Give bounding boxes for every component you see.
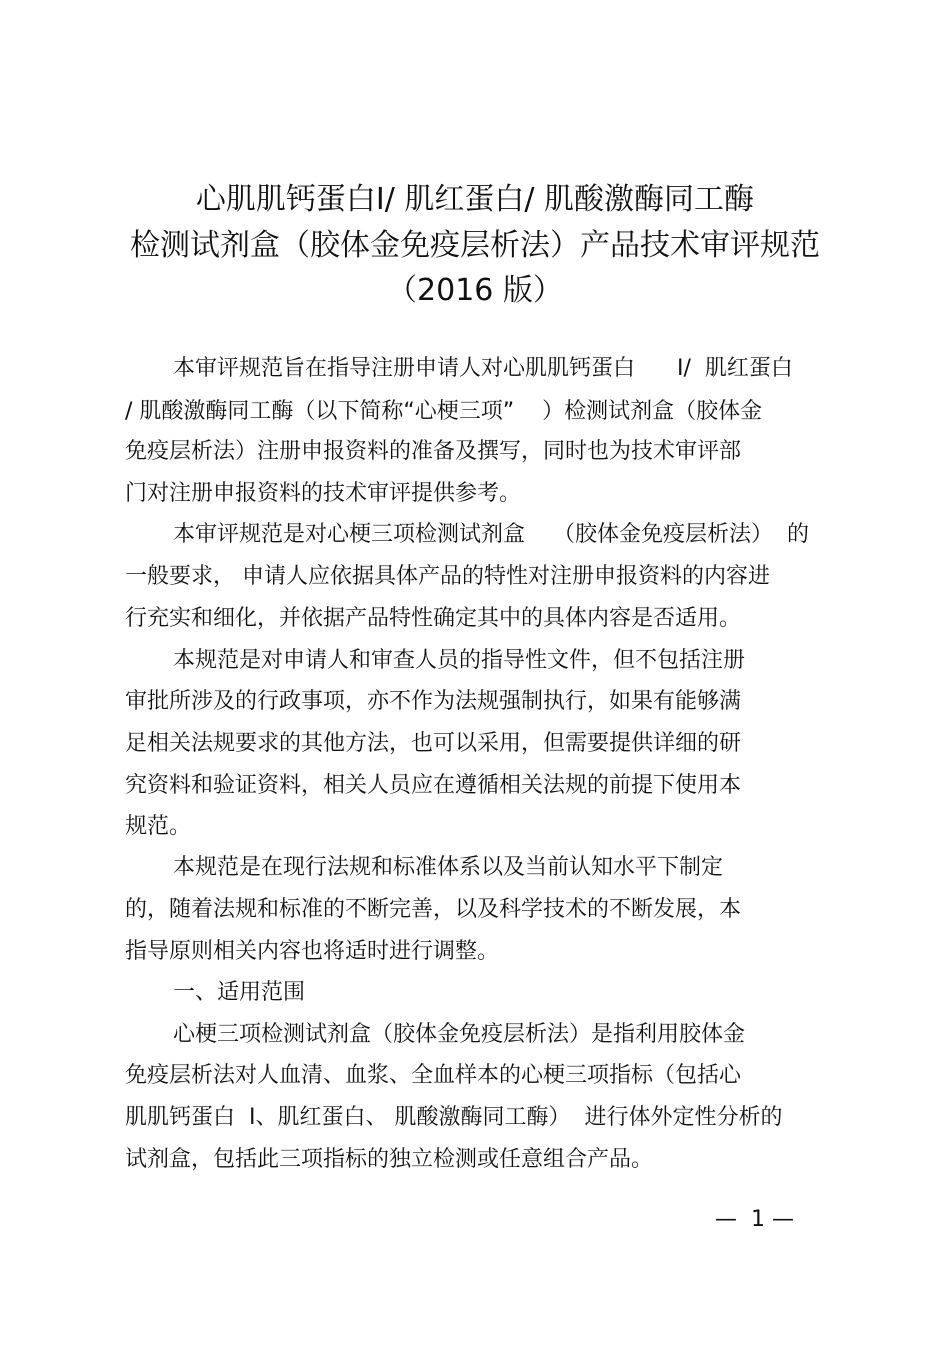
title-line-3: （2016 版） [387,273,563,308]
paragraph-3-line-5: 规范。 [125,814,192,839]
paragraph-4-line-1: 本规范是在现行法规和标准体系以及当前认知水平下制定 [173,855,724,880]
paragraph-2-line-2: 一般要求， 申请人应依据具体产品的特性对注册申报资料的内容进 [125,564,770,589]
paragraph-2-line-3: 行充实和细化，并依据产品特性确定其中的具体内容是否适用。 [125,606,742,631]
paragraph-4-line-3: 指导原则相关内容也将适时进行调整。 [125,939,500,964]
title-line-2: 检测试剂盒（胶体金免疫层析法）产品技术审评规范 [130,228,820,263]
paragraph-5-line-3: 肌肌钙蛋白 Ⅰ、肌红蛋白、 肌酸激酶同工酶） 进行体外定性分析的 [125,1105,783,1130]
section-heading-scope: 一、适用范围 [173,980,306,1005]
paragraph-1-line-1: 本审评规范旨在指导注册申请人对心肌肌钙蛋白 Ⅰ/ 肌红蛋白 [173,356,793,381]
paragraph-5-line-1: 心梗三项检测试剂盒（胶体金免疫层析法）是指利用胶体金 [173,1022,746,1047]
paragraph-3-line-3: 足相关法规要求的其他方法，也可以采用，但需要提供详细的研 [125,731,742,756]
paragraph-3-line-2: 审批所涉及的行政事项，亦不作为法规强制执行，如果有能够满 [125,689,742,714]
paragraph-1-line-4: 门对注册申报资料的技术审评提供参考。 [125,481,522,506]
paragraph-5-line-2: 免疫层析法对人血清、血浆、全血样本的心梗三项指标（包括心 [125,1063,742,1088]
paragraph-5-line-4: 试剂盒，包括此三项指标的独立检测或任意组合产品。 [125,1147,654,1172]
paragraph-4-line-2: 的，随着法规和标准的不断完善，以及科学技术的不断发展，本 [125,897,742,922]
paragraph-2-line-1: 本审评规范是对心梗三项检测试剂盒 （胶体金免疫层析法） 的 [173,522,809,547]
paragraph-1-line-3: 免疫层析法）注册申报资料的准备及撰写，同时也为技术审评部 [125,439,742,464]
title-line-1: 心肌肌钙蛋白Ⅰ/ 肌红蛋白/ 肌酸激酶同工酶 [195,182,755,217]
paragraph-3-line-4: 究资料和验证资料，相关人员应在遵循相关法规的前提下使用本 [125,773,742,798]
page-number: — 1 — [715,1207,794,1232]
paragraph-1-line-2: / 肌酸激酶同工酶（以下简称“心梗三项” ）检测试剂盒（胶体金 [125,399,763,424]
paragraph-3-line-1: 本规范是对申请人和审查人员的指导性文件，但不包括注册 [173,648,746,673]
